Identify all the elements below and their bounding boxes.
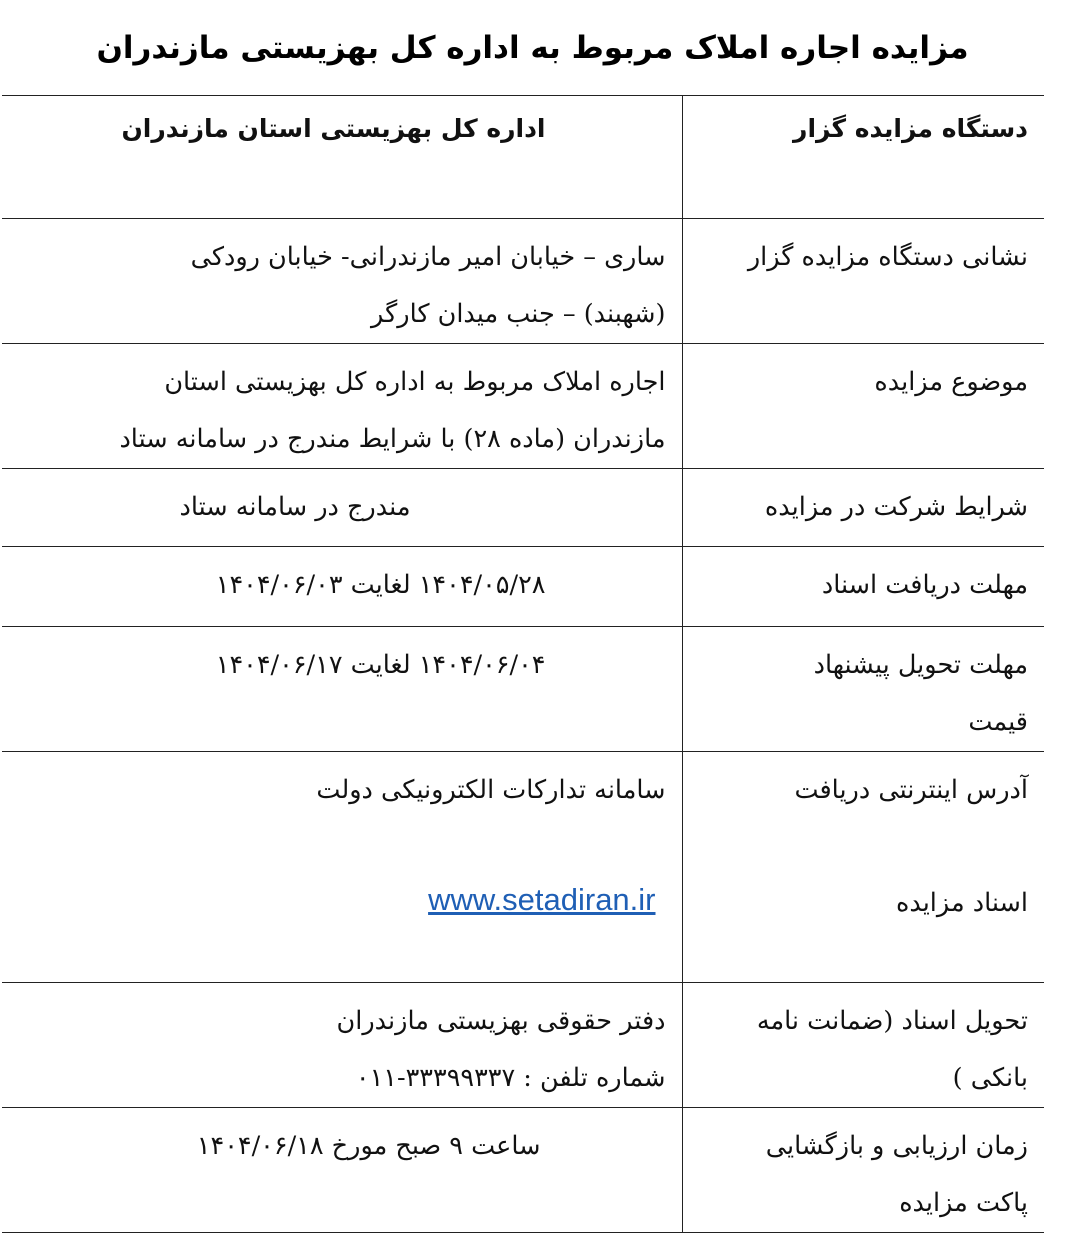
label-text: دستگاه مزایده گزار [793, 114, 1028, 143]
value-line: ساری – خیابان امیر مازندرانی- خیابان رودکی [190, 242, 666, 272]
label-address [682, 219, 1044, 344]
label-line: بانکی ) [952, 1063, 1028, 1093]
label-auctioneer [682, 96, 1044, 219]
value-conditions [2, 469, 682, 547]
table-row-conditions [2, 469, 1044, 547]
label-document-deadline [682, 547, 1044, 627]
value-text: مندرج در سامانه ستاد [179, 492, 411, 522]
label-conditions [682, 469, 1044, 547]
value-subject [2, 344, 682, 469]
label-line: زمان ارزیابی و بازگشایی [765, 1131, 1028, 1161]
value-line: (شهبند) – جنب میدان کارگر [371, 299, 666, 329]
value-text: سامانه تدارکات الکترونیکی دولت [316, 775, 666, 805]
value-proposal-deadline [2, 627, 682, 752]
table-row-evaluation-time [2, 1108, 1044, 1233]
label-line: پاکت مزایده [899, 1188, 1028, 1218]
value-text: ۱۴۰۴/۰۵/۲۸ لغایت ۱۴۰۴/۰۶/۰۳ [215, 570, 546, 600]
table-row-auctioneer [2, 96, 1044, 219]
value-internet-address [2, 752, 682, 983]
value-line: مازندران (ماده ۲۸) با شرایط مندرج در سامانه ستاد [119, 424, 666, 454]
document-title: مزایده اجاره املاک مربوط به اداره کل بهزیستی مازندران [96, 30, 969, 66]
label-line: تحویل اسناد (ضمانت نامه [756, 1006, 1028, 1036]
auction-info-table [2, 95, 1044, 1233]
value-line: دفتر حقوقی بهزیستی مازندران [336, 1006, 666, 1036]
table-row-proposal-deadline [2, 627, 1044, 752]
value-line: شماره تلفن : ۳۳۳۹۹۳۳۷-۰۱۱ [355, 1063, 666, 1093]
label-text: موضوع مزایده [874, 367, 1028, 397]
label-line: اسناد مزایده [895, 888, 1028, 918]
label-line: قیمت [968, 707, 1028, 737]
value-address [2, 219, 682, 344]
table-row-address [2, 219, 1044, 344]
value-evaluation-time [2, 1108, 682, 1233]
label-proposal-deadline [682, 627, 1044, 752]
value-auctioneer [2, 96, 682, 219]
table-row-document-deadline [2, 547, 1044, 627]
label-text: مهلت دریافت اسناد [821, 570, 1028, 600]
value-document-deadline [2, 547, 682, 627]
label-line: مهلت تحویل پیشنهاد [813, 650, 1028, 680]
label-evaluation-time [682, 1108, 1044, 1233]
label-document-delivery [682, 983, 1044, 1108]
value-text: ساعت ۹ صبح مورخ ۱۴۰۴/۰۶/۱۸ [196, 1131, 541, 1161]
label-internet-address [682, 752, 1044, 983]
value-line: اجاره املاک مربوط به اداره کل بهزیستی استان [164, 367, 666, 397]
label-subject [682, 344, 1044, 469]
table-row-internet-address [2, 752, 1044, 983]
value-text: ۱۴۰۴/۰۶/۰۴ لغایت ۱۴۰۴/۰۶/۱۷ [215, 650, 546, 680]
value-text: اداره کل بهزیستی استان مازندران [121, 114, 546, 143]
label-line: آدرس اینترنتی دریافت [794, 775, 1028, 805]
table-row-document-delivery [2, 983, 1044, 1108]
value-document-delivery [2, 983, 682, 1108]
label-text: شرایط شرکت در مزایده [764, 492, 1028, 522]
setadiran-link[interactable]: www.setadiran.ir [428, 882, 656, 917]
table-row-subject [2, 344, 1044, 469]
label-text: نشانی دستگاه مزایده گزار [747, 242, 1028, 272]
